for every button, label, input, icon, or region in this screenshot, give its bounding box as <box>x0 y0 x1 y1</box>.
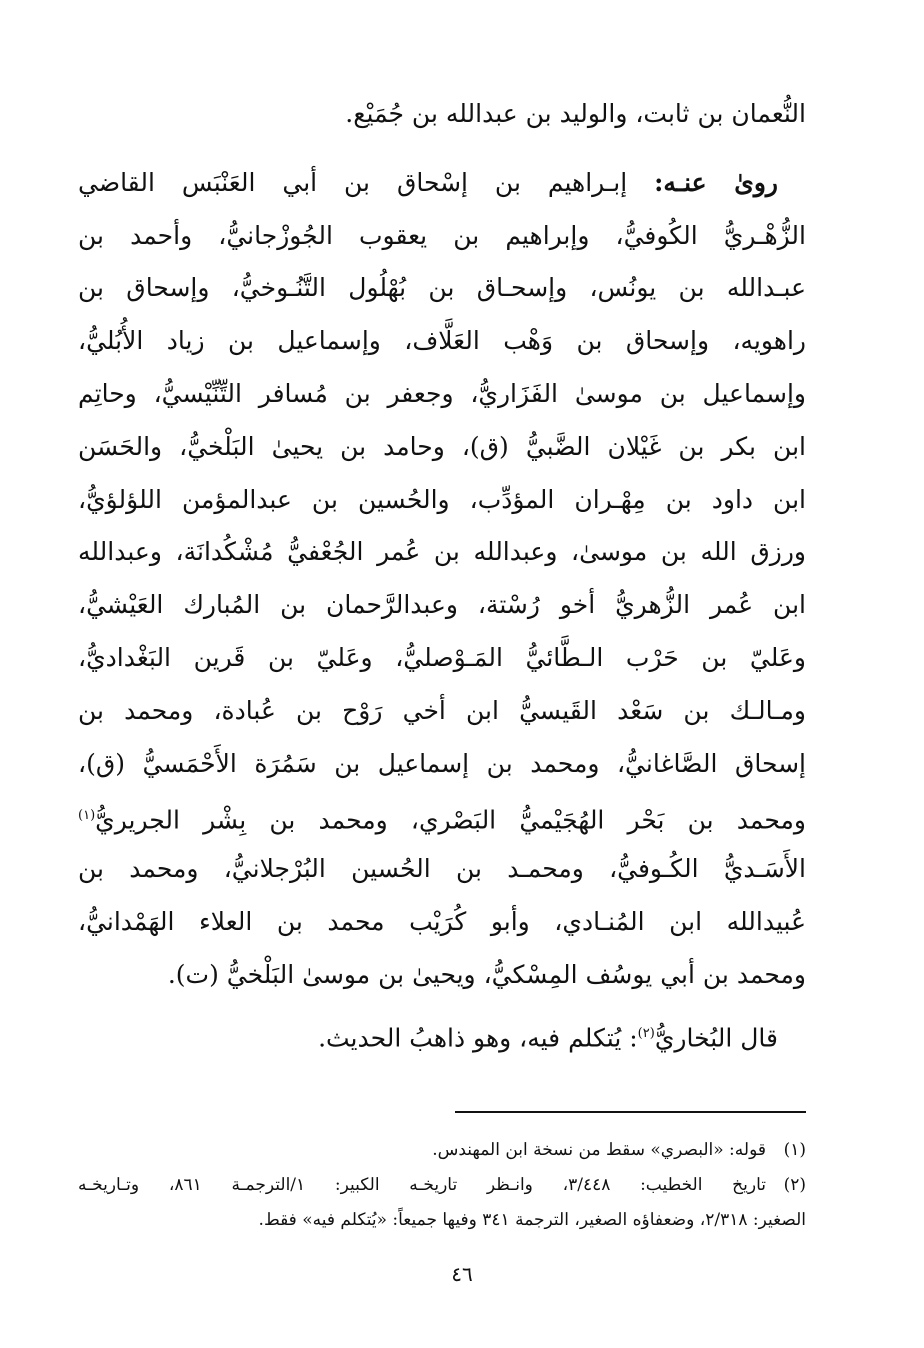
bukhari-footnote-ref: (٢) <box>637 1025 655 1041</box>
text-line-3: الزُّهْـريُّ الكُوفيُّ، وإبراهيم بن يعقوب الجُوزْجانيُّ، وأحمد بن <box>78 220 806 250</box>
footnote-1-number: (١) <box>783 1140 806 1160</box>
text-line-4: عبـدالله بن يونُس، وإسحـاق بن بُهْلُول التَّنُـوخيُّ، وإسحاق بن <box>78 273 806 303</box>
text-line-9: ورزق الله بن موسىٰ، وعبدالله بن عُمر الجُعْفيُّ مُشْكُدانَة، وعبدالله <box>78 537 806 567</box>
footnote-divider <box>455 1111 806 1113</box>
footnote-2 <box>78 1168 806 1203</box>
text-line-14-content: ومحمد بن بَحْر الهُجَيْميُّ البَصْري، ومحمد بن بِشْر الجريريُّ <box>95 805 806 835</box>
text-line-15: الأَسَـديُّ الكُـوفيُّ، ومحمـد بن الحُسين البُرْجلانيُّ، ومحمد بن <box>78 854 806 884</box>
bukhari-text-1: قال البُخاريُّ <box>654 1022 778 1052</box>
page-number: ٤٦ <box>451 1262 473 1286</box>
footnote-1-text: قوله: «البصري» سقط من نسخة ابن المهندس. <box>432 1140 766 1160</box>
text-line-16: عُبيدالله ابن المُنـادي، وأبو كُرَيْب محمد بن العلاء الهَمْدانيُّ، <box>78 906 806 936</box>
text-line-12: ومـالـك بن سَعْد القَيسيُّ ابن أخي رَوْح بن عُبادة، ومحمد بن <box>78 695 806 725</box>
basri-footnote-ref: (١) <box>78 808 96 824</box>
footnote-2-continuation: الصغير: ٢/٣١٨، وضعفاؤه الصغير، الترجمة ٣٤١ وفيها جميعاً: «يُتكلم فيه» فقط. <box>258 1210 806 1230</box>
text-line-5: راهويه، وإسحاق بن وَهْب العَلَّاف، وإسماعيل بن زياد الأُبُليُّ، <box>78 326 806 356</box>
rawa-name: إبـراهيم <box>547 167 628 197</box>
footnote-1 <box>78 1133 806 1168</box>
footnote-2-text: تاريخ الخطيب: ٣/٤٤٨، وانـظر تاريخـه الكبير: ١/الترجمـة ٨٦١، وتـاريخـه <box>78 1175 766 1195</box>
rawa-label: روىٰ عنـه: <box>654 167 778 197</box>
text-line-17: ومحمد بن أبي يوسُف المِسْكيُّ، ويحيىٰ بن موسىٰ البَلْخيُّ (ت). <box>167 959 806 989</box>
text-line-11: وعَليّ بن حَرْب الـطَّائيُّ المَـوْصليُّ، وعَليّ بن قَرين البَغْداديُّ، <box>78 642 806 672</box>
footnotes <box>78 1133 806 1238</box>
bukhari-text-2: : يُتكلم فيه، وهو ذاهبُ الحديث. <box>318 1022 638 1052</box>
text-line-8: ابن داود بن مِهْـران المؤدِّب، والحُسين بن عبدالمؤمن اللؤلؤيُّ، <box>78 484 806 514</box>
text-line-6: وإسماعيل بن موسىٰ الفَزَاريُّ، وجعفر بن مُسافر التِّنِّيْسيُّ، وحاتِم <box>78 378 806 408</box>
text-line-7: ابن بكر بن غَيْلان الضَّبيُّ (ق)، وحامد بن يحيىٰ البَلْخيُّ، والحَسَن <box>78 431 806 461</box>
text-line-2-rest: بن إسْحاق بن أبي العَنْبَس القاضي <box>78 167 521 197</box>
text-line-13: إسحاق الصَّاغانيُّ، ومحمد بن إسماعيل بن سَمُرَة الأَحْمَسيُّ (ق)، <box>78 748 806 778</box>
text-line-1: النُّعمان بن ثابت، والوليد بن عبدالله بن جُمَيْع. <box>345 99 806 128</box>
bukhari-line <box>78 1008 806 1061</box>
main-text <box>78 88 806 1060</box>
footnote-2-number: (٢) <box>783 1175 806 1195</box>
text-line-14 <box>78 790 806 843</box>
text-line-2 <box>78 157 806 210</box>
text-line-10: ابن عُمر الزُّهريُّ أخو رُسْتة، وعبدالرَّحمان بن المُبارك العَيْشيُّ، <box>78 590 806 620</box>
